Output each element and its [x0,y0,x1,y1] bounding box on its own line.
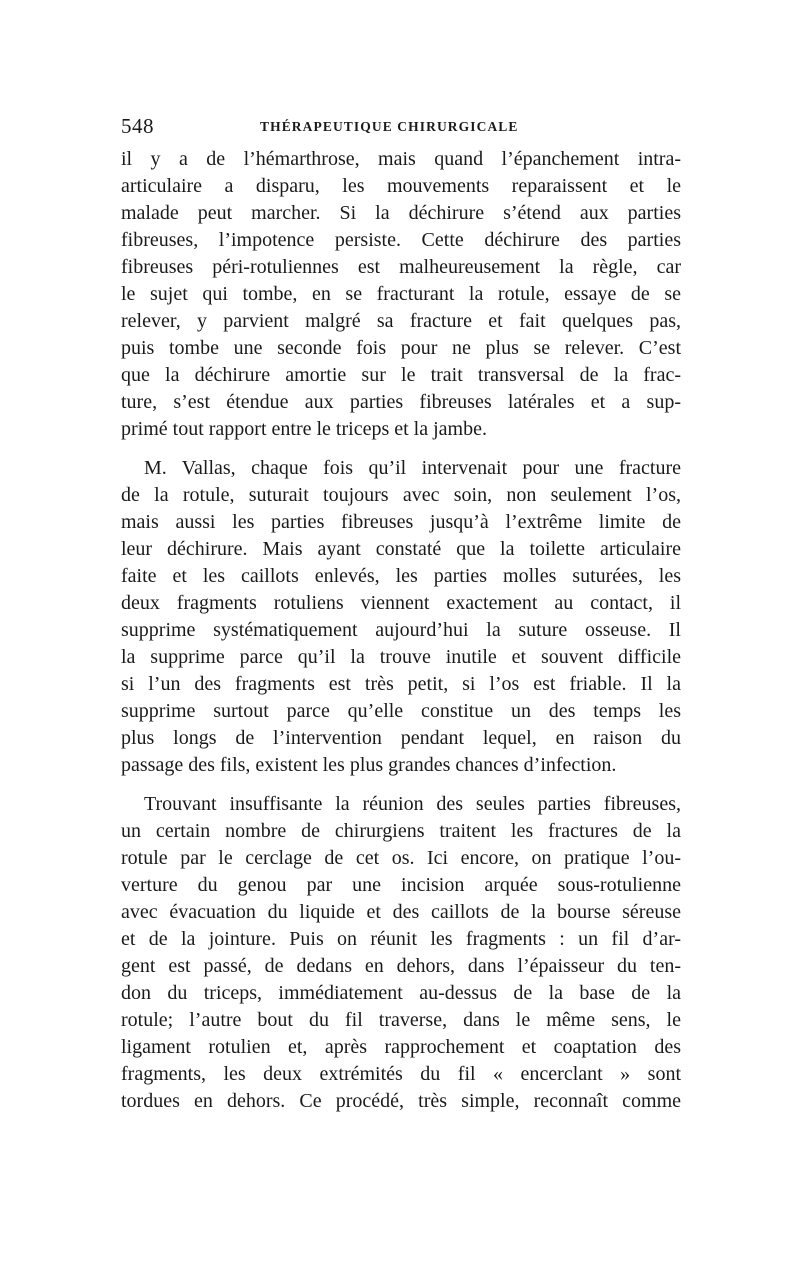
text-line: relever, y parvient malgré sa fracture et fait quelques pas, [121,310,681,332]
text-line: rotule par le cerclage de cet os. Ici encore, on pratique l’ou- [121,847,681,869]
paragraph [121,146,681,443]
text-line: et de la jointure. Puis on réunit les fragments : un fil d’ar- [121,928,681,950]
paragraph [121,455,681,779]
text-line: rotule; l’autre bout du fil traverse, dans le même sens, le [121,1009,681,1031]
text-line: articulaire a disparu, les mouvements reparaissent et le [121,175,681,197]
text-line: si l’un des fragments est très petit, si l’os est friable. Il la [121,673,681,695]
paragraph [121,791,681,1115]
paragraph-gap [121,443,681,455]
text-line: le sujet qui tombe, en se fracturant la rotule, essaye de se [121,283,681,305]
text-line: mais aussi les parties fibreuses jusqu’à l’extrême limite de [121,511,681,533]
text-line: supprime systématiquement aujourd’hui la suture osseuse. Il [121,619,681,641]
text-line: il y a de l’hémarthrose, mais quand l’épanchement intra- [121,148,681,170]
text-line: supprime surtout parce qu’elle constitue un des temps les [121,700,681,722]
text-line: deux fragments rotuliens viennent exactement au contact, il [121,592,681,614]
text-line: M. Vallas, chaque fois qu’il intervenait pour une fracture [144,457,681,479]
text-line: leur déchirure. Mais ayant constaté que la toilette articulaire [121,538,681,560]
page-number: 548 [121,114,154,138]
text-line: passage des fils, existent les plus grandes chances d’infection. [121,754,617,776]
text-line: que la déchirure amortie sur le trait transversal de la frac- [121,364,681,386]
text-line: malade peut marcher. Si la déchirure s’étend aux parties [121,202,681,224]
text-line: de la rotule, suturait toujours avec soin, non seulement l’os, [121,484,681,506]
text-line: don du triceps, immédiatement au-dessus de la base de la [121,982,681,1004]
text-line: ligament rotulien et, après rapprochement et coaptation des [121,1036,681,1058]
running-title: THÉRAPEUTIQUE CHIRURGICALE [260,119,519,134]
text-line: ture, s’est étendue aux parties fibreuses latérales et a sup- [121,391,681,413]
text-line: Trouvant insuffisante la réunion des seules parties fibreuses, [144,793,681,815]
running-header [121,114,681,142]
text-line: verture du genou par une incision arquée sous-rotulienne [121,874,681,896]
text-line: avec évacuation du liquide et des caillots de la bourse séreuse [121,901,681,923]
text-line: plus longs de l’intervention pendant lequel, en raison du [121,727,681,749]
body-text [121,146,681,1115]
text-line: faite et les caillots enlevés, les parties molles suturées, les [121,565,681,587]
text-line: la supprime parce qu’il la trouve inutile et souvent difficile [121,646,681,668]
text-line: tordues en dehors. Ce procédé, très simple, reconnaît comme [121,1090,681,1112]
text-line: un certain nombre de chirurgiens traitent les fractures de la [121,820,681,842]
text-line: fragments, les deux extrémités du fil « encerclant » sont [121,1063,681,1085]
text-line: puis tombe une seconde fois pour ne plus se relever. C’est [121,337,681,359]
text-line: fibreuses péri-rotuliennes est malheureusement la règle, car [121,256,681,278]
text-line: primé tout rapport entre le triceps et la jambe. [121,418,487,440]
paragraph-gap [121,779,681,791]
text-line: fibreuses, l’impotence persiste. Cette déchirure des parties [121,229,681,251]
text-line: gent est passé, de dedans en dehors, dans l’épaisseur du ten- [121,955,681,977]
